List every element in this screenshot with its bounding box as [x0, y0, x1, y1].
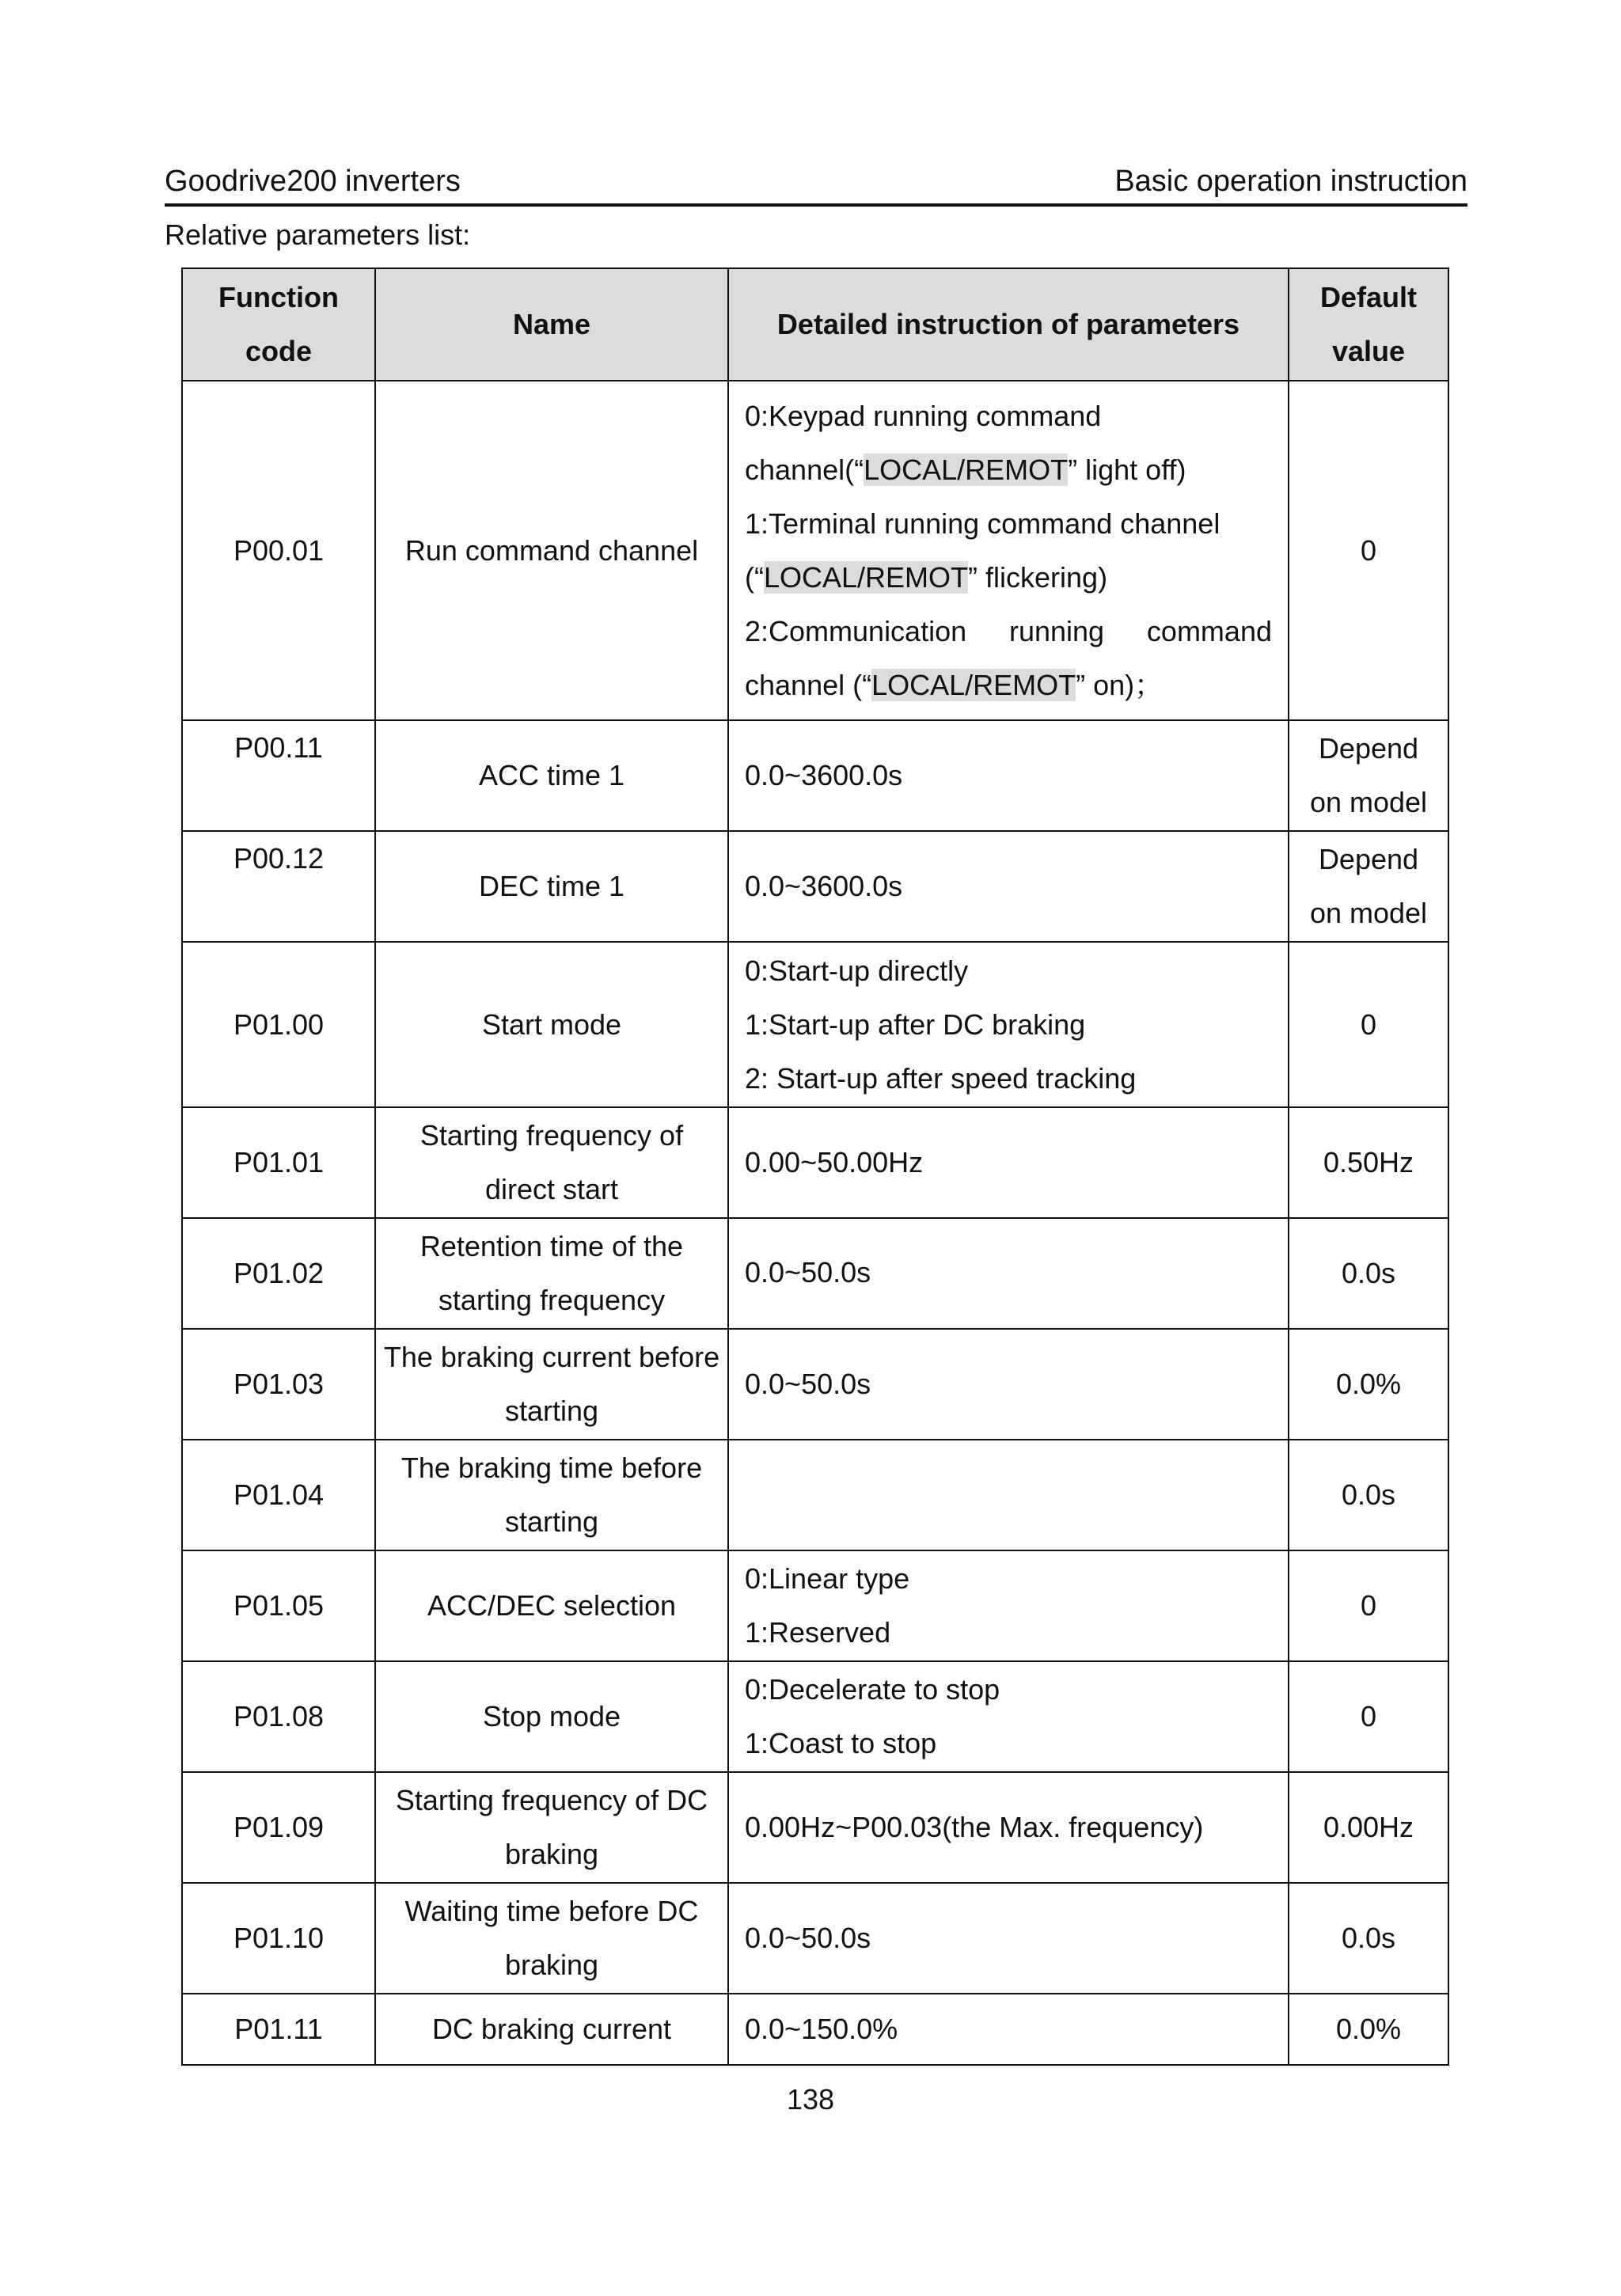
- intro-text: Relative parameters list:: [165, 218, 471, 251]
- default-value-cell: 0: [1289, 942, 1448, 1107]
- name-cell: Starting frequency of direct start: [375, 1107, 728, 1218]
- description-cell: 0.0~3600.0s: [728, 831, 1289, 942]
- default-value-cell: Depend on model: [1289, 720, 1448, 831]
- description-cell: 0.0~50.0s: [728, 1329, 1289, 1440]
- table-row: [182, 1329, 1448, 1440]
- table-row: [182, 1772, 1448, 1883]
- highlight-local-remot: LOCAL/REMOT: [871, 668, 1076, 701]
- table-row: [182, 831, 1448, 942]
- table-row: [182, 1218, 1448, 1329]
- function-code-cell: P01.01: [182, 1107, 375, 1218]
- header-detailed-instruction: Detailed instruction of parameters: [728, 268, 1289, 381]
- function-code-cell: P00.01: [182, 381, 375, 720]
- function-code-cell: P00.11: [182, 720, 375, 831]
- name-cell: Start mode: [375, 942, 728, 1107]
- page-number: 138: [786, 2083, 835, 2116]
- table-row: [182, 381, 1448, 720]
- name-cell: Waiting time before DC braking: [375, 1883, 728, 1994]
- function-code-cell: P01.00: [182, 942, 375, 1107]
- header-section: Basic operation instruction: [1114, 165, 1467, 198]
- default-value-cell: 0.0s: [1289, 1218, 1448, 1329]
- description-cell: 0:Decelerate to stop 1:Coast to stop: [728, 1661, 1289, 1772]
- highlight-local-remot: LOCAL/REMOT: [864, 453, 1069, 486]
- default-value-cell: 0.0s: [1289, 1883, 1448, 1994]
- table-row: [182, 942, 1448, 1107]
- page-header: [165, 162, 1467, 207]
- header-name: Name: [375, 268, 728, 381]
- description-cell: 0.0~50.0s: [728, 1883, 1289, 1994]
- table-row: [182, 1107, 1448, 1218]
- default-value-cell: Depend on model: [1289, 831, 1448, 942]
- default-value-cell: 0: [1289, 1661, 1448, 1772]
- function-code-cell: P01.11: [182, 1994, 375, 2065]
- table-header-row: [182, 268, 1448, 381]
- default-value-cell: 0.0%: [1289, 1994, 1448, 2065]
- table-row: [182, 1550, 1448, 1661]
- description-cell: 0.0~150.0%: [728, 1994, 1289, 2065]
- description-cell: 0:Keypad running command channel(“LOCAL/REMOT” light off) 1:Terminal running command channel (“LOCAL/REMOT” flickering) 2:Communication running command channel (“LOCAL/REMOT” on)；: [728, 381, 1289, 720]
- description-cell: 0.0~3600.0s: [728, 720, 1289, 831]
- function-code-cell: P00.12: [182, 831, 375, 942]
- name-cell: ACC/DEC selection: [375, 1550, 728, 1661]
- default-value-cell: 0: [1289, 1550, 1448, 1661]
- function-code-cell: P01.08: [182, 1661, 375, 1772]
- highlight-local-remot: LOCAL/REMOT: [763, 560, 969, 594]
- name-cell: The braking current before starting: [375, 1329, 728, 1440]
- description-cell: 0.00Hz~P00.03(the Max. frequency): [728, 1772, 1289, 1883]
- function-code-cell: P01.09: [182, 1772, 375, 1883]
- header-function-code: Function code: [182, 268, 375, 381]
- default-value-cell: 0.0%: [1289, 1329, 1448, 1440]
- table-row: [182, 1661, 1448, 1772]
- name-cell: Run command channel: [375, 381, 728, 720]
- parameters-table: [181, 268, 1449, 2066]
- default-value-cell: 0.00Hz: [1289, 1772, 1448, 1883]
- function-code-cell: P01.02: [182, 1218, 375, 1329]
- function-code-cell: P01.03: [182, 1329, 375, 1440]
- description-cell: [728, 1440, 1289, 1550]
- description-cell: 0:Start-up directly 1:Start-up after DC braking 2: Start-up after speed tracking: [728, 942, 1289, 1107]
- description-cell: 0.00~50.00Hz: [728, 1107, 1289, 1218]
- header-title: Goodrive200 inverters: [165, 165, 461, 198]
- description-cell: 0.0~50.0s: [728, 1218, 1289, 1329]
- name-cell: Retention time of the starting frequency: [375, 1218, 728, 1329]
- name-cell: The braking time before starting: [375, 1440, 728, 1550]
- default-value-cell: 0: [1289, 381, 1448, 720]
- name-cell: ACC time 1: [375, 720, 728, 831]
- table-row: [182, 1994, 1448, 2065]
- header-default-value: Default value: [1289, 268, 1448, 381]
- name-cell: Starting frequency of DC braking: [375, 1772, 728, 1883]
- function-code-cell: P01.04: [182, 1440, 375, 1550]
- table-row: [182, 1440, 1448, 1550]
- default-value-cell: 0.0s: [1289, 1440, 1448, 1550]
- name-cell: Stop mode: [375, 1661, 728, 1772]
- description-cell: 0:Linear type 1:Reserved: [728, 1550, 1289, 1661]
- function-code-cell: P01.05: [182, 1550, 375, 1661]
- name-cell: DEC time 1: [375, 831, 728, 942]
- default-value-cell: 0.50Hz: [1289, 1107, 1448, 1218]
- function-code-cell: P01.10: [182, 1883, 375, 1994]
- table-row: [182, 1883, 1448, 1994]
- name-cell: DC braking current: [375, 1994, 728, 2065]
- table-row: [182, 720, 1448, 831]
